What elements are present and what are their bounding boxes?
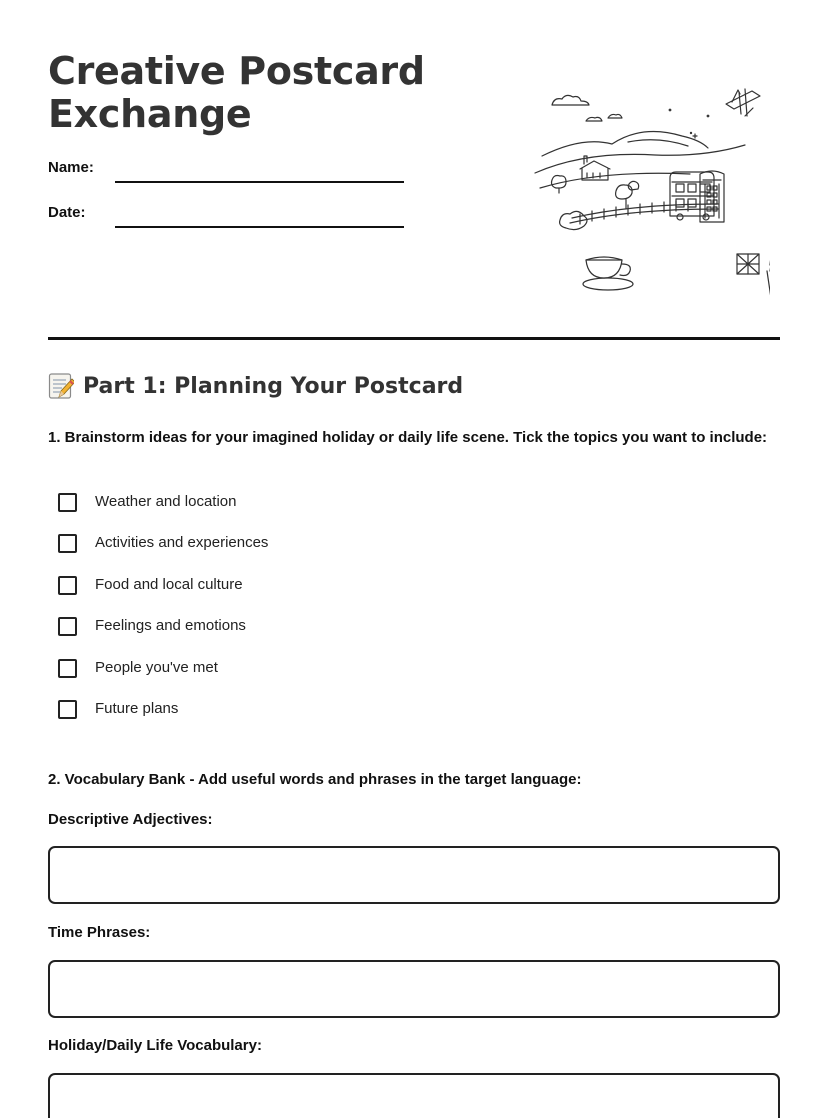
list-item[interactable] xyxy=(58,532,268,573)
adjectives-input-box[interactable] xyxy=(48,846,780,904)
page-title xyxy=(48,50,425,136)
topic-checkbox[interactable] xyxy=(58,617,77,636)
part1-heading-text: Part 1: Planning Your Postcard xyxy=(83,373,464,399)
topic-checklist xyxy=(58,491,268,739)
adjectives-label: Descriptive Adjectives: xyxy=(48,811,213,828)
date-field[interactable] xyxy=(48,204,408,234)
topic-label: Feelings and emotions xyxy=(95,617,246,635)
question-1: 1. Brainstorm ideas for your imagined holiday or daily life scene. Tick the topics you want to include: xyxy=(48,429,768,446)
topic-label: Food and local culture xyxy=(95,575,243,593)
title-line-2: Exchange xyxy=(48,92,252,136)
date-line[interactable] xyxy=(115,226,404,228)
list-item[interactable] xyxy=(58,657,268,698)
section-divider xyxy=(48,337,780,340)
title-line-1: Creative Postcard xyxy=(48,49,425,93)
name-field[interactable] xyxy=(48,159,408,189)
topic-checkbox[interactable] xyxy=(58,700,77,719)
topic-checkbox[interactable] xyxy=(58,576,77,595)
topic-checkbox[interactable] xyxy=(58,534,77,553)
time-phrases-label: Time Phrases: xyxy=(48,924,151,941)
british-travel-scene-illustration xyxy=(530,78,770,303)
topic-label: Activities and experiences xyxy=(95,534,269,552)
time-phrases-input-box[interactable] xyxy=(48,960,780,1018)
list-item[interactable] xyxy=(58,574,268,615)
question-2: 2. Vocabulary Bank - Add useful words and phrases in the target language: xyxy=(48,771,582,788)
list-item[interactable] xyxy=(58,698,268,739)
topic-label: People you've met xyxy=(95,658,218,676)
part1-heading xyxy=(48,372,463,400)
name-line[interactable] xyxy=(115,181,404,183)
topic-label: Future plans xyxy=(95,699,179,717)
name-label: Name: xyxy=(48,159,94,176)
date-label: Date: xyxy=(48,204,86,221)
topic-label: Weather and location xyxy=(95,493,237,510)
holiday-vocab-input-box[interactable] xyxy=(48,1073,780,1118)
holiday-vocab-label: Holiday/Daily Life Vocabulary: xyxy=(48,1037,262,1054)
topic-checkbox[interactable] xyxy=(58,493,77,512)
list-item[interactable] xyxy=(58,615,268,656)
topic-checkbox[interactable] xyxy=(58,659,77,678)
list-item[interactable] xyxy=(58,491,268,532)
memo-pencil-icon xyxy=(48,372,74,400)
